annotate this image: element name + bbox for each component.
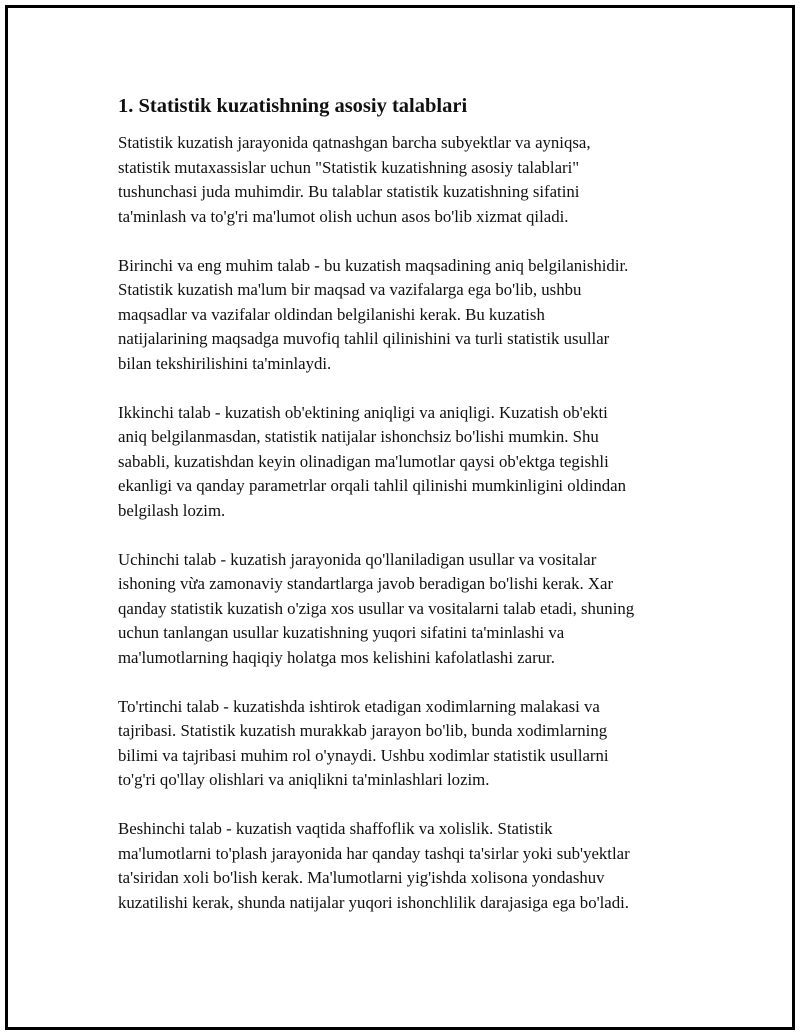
text-line: tushunchasi juda muhimdir. Bu talablar statistik kuzatishning sifatini [118,182,580,201]
text-line: kuzatilishi kerak, shunda natijalar yuqori ishonchlilik darajasiga ega bo'ladi. [118,892,629,912]
text-line: uchun tanlangan usullar kuzatishning yuqori sifatini ta'minlashi va [118,623,565,642]
text-line: sababli, kuzatishdan keyin olinadigan ma'lumotlar qaysi ob'ektga tegishli [118,451,609,471]
text-line: Ikkinchi talab - kuzatish ob'ektining aniqligi va aniqligi. Kuzatish ob'ekti [118,402,608,422]
paragraph-fourth-requirement [118,695,698,793]
text-line: natijalarining maqsadga muvofiq tahlil qilinishini va turli statistik usullar [118,329,610,348]
text-line: to'g'ri qo'llay olishlari va aniqlikni ta'minlashlari lozim. [118,770,490,789]
text-line: Birinchi va eng muhim talab - bu kuzatish maqsadining aniq belgilanishidir. [118,255,629,275]
text-line: tajribasi. Statistik kuzatish murakkab jarayon bo'lib, bunda xodimlarning [118,721,608,740]
document-body [118,93,698,940]
paragraph-first-requirement [118,254,698,377]
text-line: maqsadlar va vazifalar oldindan belgilanishi kerak. Bu kuzatish [118,304,545,324]
text-line: Beshinchi talab - kuzatish vaqtida shaffoflik va xolislik. Statistik [118,819,553,838]
paragraph-third-requirement [118,548,698,671]
text-line: belgilash lozim. [118,500,226,520]
text-line: Uchinchi talab - kuzatish jarayonida qo'llaniladigan usullar va vositalar [118,549,597,569]
text-line: ma'lumotlarni to'plash jarayonida har qanday tashqi ta'sirlar yoki sub'yektlar [118,843,630,863]
text-line: Statistik kuzatish ma'lum bir maqsad va vazifalarga ega bo'lib, ushbu [118,280,582,299]
text-line: Statistik kuzatish jarayonida qatnashgan barcha subyektlar va ayniqsa, [118,133,591,152]
text-line: aniq belgilanmasdan, statistik natijalar ishonchsiz bo'lishi mumkin. Shu [118,427,599,446]
text-line: ta'minlash va to'g'ri ma'lumot olish uchun asos bo'lib xizmat qiladi. [118,206,569,226]
text-line: ma'lumotlarning haqiqiy holatga mos kelishini kafolatlashi zarur. [118,647,555,667]
text-line: bilimi va tajribasi muhim rol o'ynaydi. Ushbu xodimlar statistik usullarni [118,745,609,765]
text-line: qanday statistik kuzatish o'ziga xos usullar va vositalarni talab etadi, shuning [118,598,635,618]
text-line: ta'siridan xoli bo'lish kerak. Ma'lumotlarni yig'ishda xolisona yondashuv [118,868,605,887]
text-line: bilan tekshirilishini ta'minlaydi. [118,353,332,373]
text-line: ekanligi va qanday parametrlar orqali tahlil qilinishi mumkinligini oldindan [118,476,626,495]
text-line: To'rtinchi talab - kuzatishda ishtirok etadigan xodimlarning malakasi va [118,696,600,716]
paragraph-second-requirement [118,401,698,524]
text-line: ishoning vừa zamonaviy standartlarga javob beradigan bo'lishi kerak. Xar [118,574,614,593]
text-line: statistik mutaxassislar uchun "Statistik kuzatishning asosiy talablari" [118,157,580,177]
paragraph-fifth-requirement [118,817,698,915]
paragraph-intro [118,131,698,229]
section-heading: 1. Statistik kuzatishning asosiy talablari [118,95,468,117]
